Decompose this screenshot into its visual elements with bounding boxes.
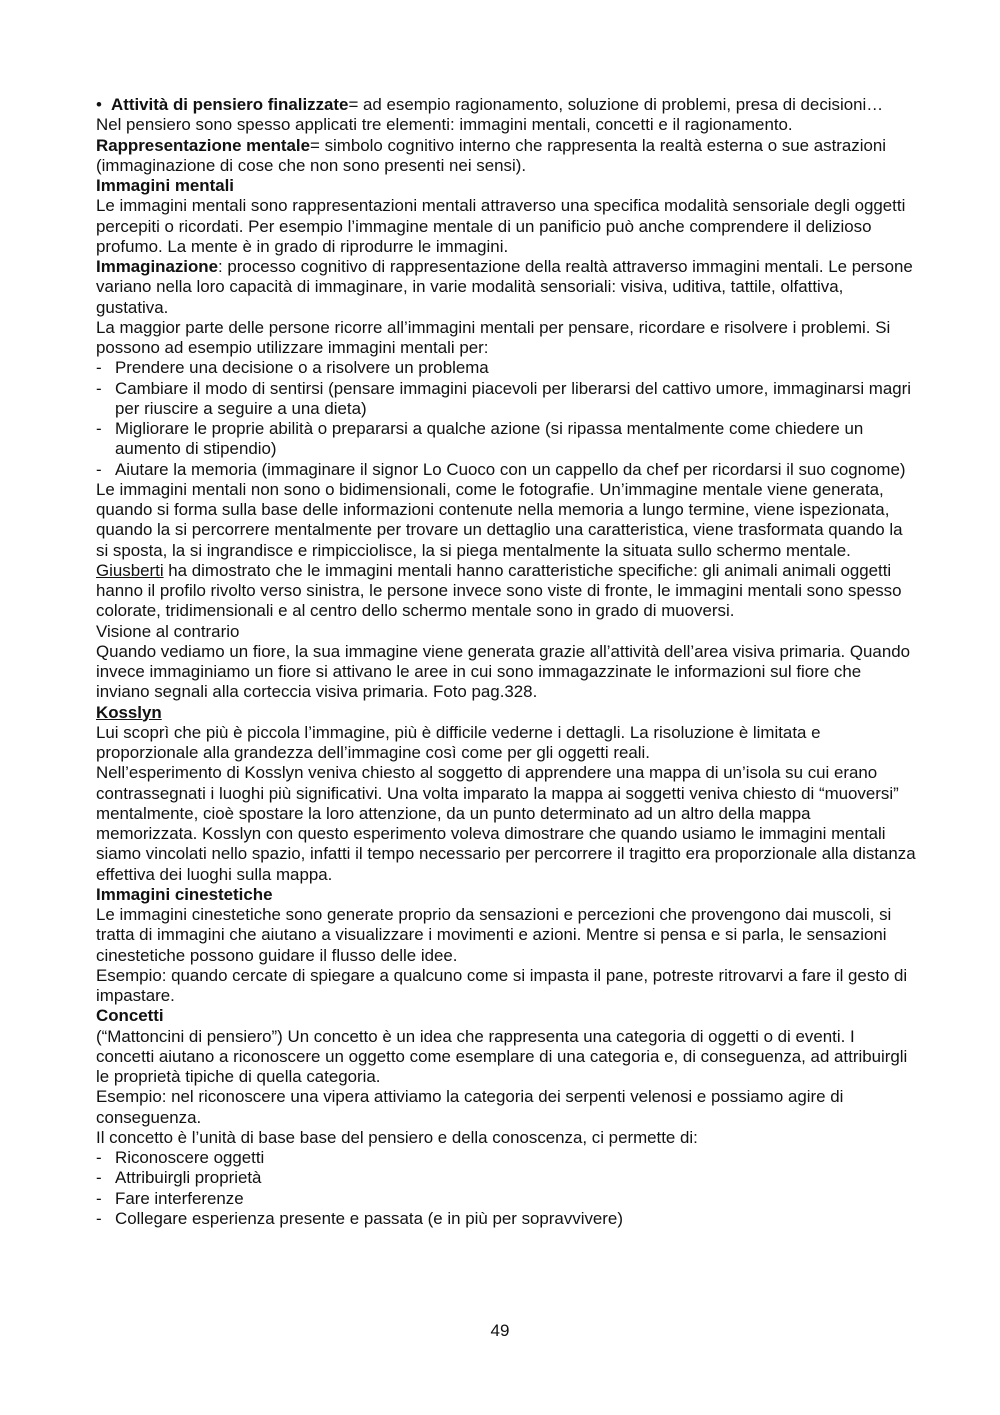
paragraph-rappresentazione <box>96 136 916 177</box>
list-item <box>96 1168 916 1188</box>
paragraph-immaginazione <box>96 257 916 318</box>
list-item <box>96 1209 916 1229</box>
paragraph: La maggior parte delle persone ricorre all’immagini mentali per pensare, ricordare e risolvere i problemi. Si possono ad esempio utilizzare immagini mentali per: <box>96 317 891 357</box>
dash-mark: - <box>96 1148 102 1167</box>
subheading-visione: Visione al contrario <box>96 621 240 641</box>
heading-immagini-mentali: Immagini mentali <box>96 176 234 195</box>
definition-text: = simbolo cognitivo interno che rappresenta la realtà esterna o sue astrazioni (immaginazione di cose che non sono presenti nei sensi). <box>96 135 887 175</box>
list-item-text: Migliorare le proprie abilità o prepararsi a qualche azione (si ripassa mentalmente come chiedere un aumento di stipendio) <box>115 419 864 459</box>
bullet-mark: • <box>96 95 102 114</box>
dash-mark: - <box>96 1168 102 1188</box>
term-rappresentazione: Rappresentazione mentale <box>96 135 311 155</box>
list-item <box>96 358 916 378</box>
list-item <box>96 460 916 480</box>
list-item <box>96 419 916 460</box>
paragraph-giusberti <box>96 561 916 622</box>
heading-concetti: Concetti <box>96 1006 164 1026</box>
paragraph: (“Mattoncini di pensiero”) Un concetto è un idea che rappresenta una categoria di oggetti o di eventi. I concetti aiutano a riconoscere un oggetto come esemplare di una categoria e, di conseguenza, ad attribuirgli le proprietà tipiche di quella categoria. <box>96 1026 908 1086</box>
list-item <box>96 379 916 420</box>
paragraph: Quando vediamo un fiore, la sua immagine viene generata grazie all’attività dell’area visiva primaria. Quando invece immaginiamo un fiore si attivano le aree in cui sono immagazzinate le informazioni sul fiore che inviano segnali alla corteccia visiva primaria. Foto pag.328. <box>96 641 911 702</box>
document-page <box>96 95 916 1229</box>
paragraph: Lui scoprì che più è piccola l’immagine, più è difficile vederne i dettagli. La risoluzione è limitata e proporzionale alla grandezza dell’immagine così come per gli oggetti reali. <box>96 722 821 762</box>
list-item-text: Prendere una decisione o a risolvere un problema <box>115 358 489 378</box>
heading-immagini-cinestetiche: Immagini cinestetiche <box>96 884 273 904</box>
list-item-text: Aiutare la memoria (immaginare il signor Lo Cuoco con un cappello da chef per ricordarsi il suo cognome) <box>115 459 906 479</box>
list-item-text: Collegare esperienza presente e passata (e in più per sopravvivere) <box>115 1208 623 1228</box>
heading-kosslyn: Kosslyn <box>96 702 162 722</box>
dash-mark: - <box>96 1208 102 1228</box>
bullet-text: = ad esempio ragionamento, soluzione di problemi, presa di decisioni… <box>348 95 884 114</box>
paragraph: Nel pensiero sono spesso applicati tre elementi: immagini mentali, concetti e il ragionamento. <box>96 115 793 135</box>
dash-mark: - <box>96 378 102 398</box>
dash-mark: - <box>96 1188 102 1208</box>
list-item <box>96 1148 916 1168</box>
list-item <box>96 1189 916 1209</box>
paragraph: Esempio: quando cercate di spiegare a qualcuno come si impasta il pane, potreste ritrovarvi a fare il gesto di impastare. <box>96 965 908 1005</box>
definition-text: : processo cognitivo di rappresentazione della realtà attraverso immagini mentali. Le persone variano nella loro capacità di immaginare, in varie modalità sensoriali: visiva, uditiva, tattile, olfattiva, gustativa. <box>96 257 913 317</box>
list-item-text: Riconoscere oggetti <box>115 1148 265 1167</box>
name-giusberti: Giusberti <box>96 560 164 580</box>
list-item-text: Cambiare il modo di sentirsi (pensare immagini piacevoli per liberarsi del cattivo umore, immaginarsi magri per riuscire a seguire a una dieta) <box>115 378 912 418</box>
paragraph: Il concetto è l’unità di base base del pensiero e della conoscenza, ci permette di: <box>96 1127 698 1147</box>
list-item-text: Attribuirgli proprietà <box>115 1168 262 1188</box>
dash-mark: - <box>96 459 102 479</box>
paragraph: Le immagini cinestetiche sono generate proprio da sensazioni e percezioni che provengono dai muscoli, si tratta di immagini che aiutano a visualizzare i movimenti e azioni. Mentre si pensa e si parla, le sensazioni cinestetiche possono guidare il flusso delle idee. <box>96 905 892 965</box>
paragraph-text: ha dimostrato che le immagini mentali hanno caratteristiche specifiche: gli animali animali oggetti hanno il profilo rivolto verso sinistra, le persone invece sono viste di fronte, le immagini mentali sono spesso colorate, tridimensionali e al centro dello schermo mentale sono in grado di muoversi. <box>96 560 902 621</box>
page-number: 49 <box>490 1321 510 1340</box>
list-item-text: Fare interferenze <box>115 1188 244 1208</box>
paragraph: Le immagini mentali sono rappresentazioni mentali attraverso una specifica modalità sensoriale degli oggetti percepiti o ricordati. Per esempio l’immagine mentale di un panificio può anche comprendere il delizioso profumo. La mente è in grado di riprodurre le immagini. <box>96 196 906 256</box>
bullet-item-attivita <box>96 95 916 115</box>
term-immaginazione: Immaginazione <box>96 257 219 276</box>
dash-mark: - <box>96 358 102 378</box>
paragraph: Nell’esperimento di Kosslyn veniva chiesto al soggetto di apprendere una mappa di un’isola su cui erano contrassegnati i luoghi più significativi. Una volta imparato la mappa ai soggetti veniva chiesto di “muoversi” mentalmente, cioè spostare la loro attenzione, da un punto determinato ad un altro della mappa memorizzata. Kosslyn con questo esperimento voleva dimostrare che quando usiamo le immagini mentali siamo vincolati nello spazio, infatti il tempo necessario per percorrere il tragitto era proporzionale alla distanza effettiva dei luoghi sulla mappa. <box>96 763 916 884</box>
term-attivita: Attività di pensiero finalizzate <box>111 95 349 114</box>
paragraph: Esempio: nel riconoscere una vipera attiviamo la categoria dei serpenti velenosi e possiamo agire di conseguenza. <box>96 1087 844 1127</box>
dash-mark: - <box>96 419 102 438</box>
paragraph: Le immagini mentali non sono o bidimensionali, come le fotografie. Un’immagine mentale viene generata, quando si forma sulla base delle informazioni contenute nella memoria a lungo termine, viene ispezionata, quando la si percorrere mentalmente per trovare un dettaglio una caratteristica, viene trasformata quando la si sposta, la si ingrandisce e rimpicciolisce, la si piega mentalmente la situata sullo schermo mentale. <box>96 479 903 560</box>
